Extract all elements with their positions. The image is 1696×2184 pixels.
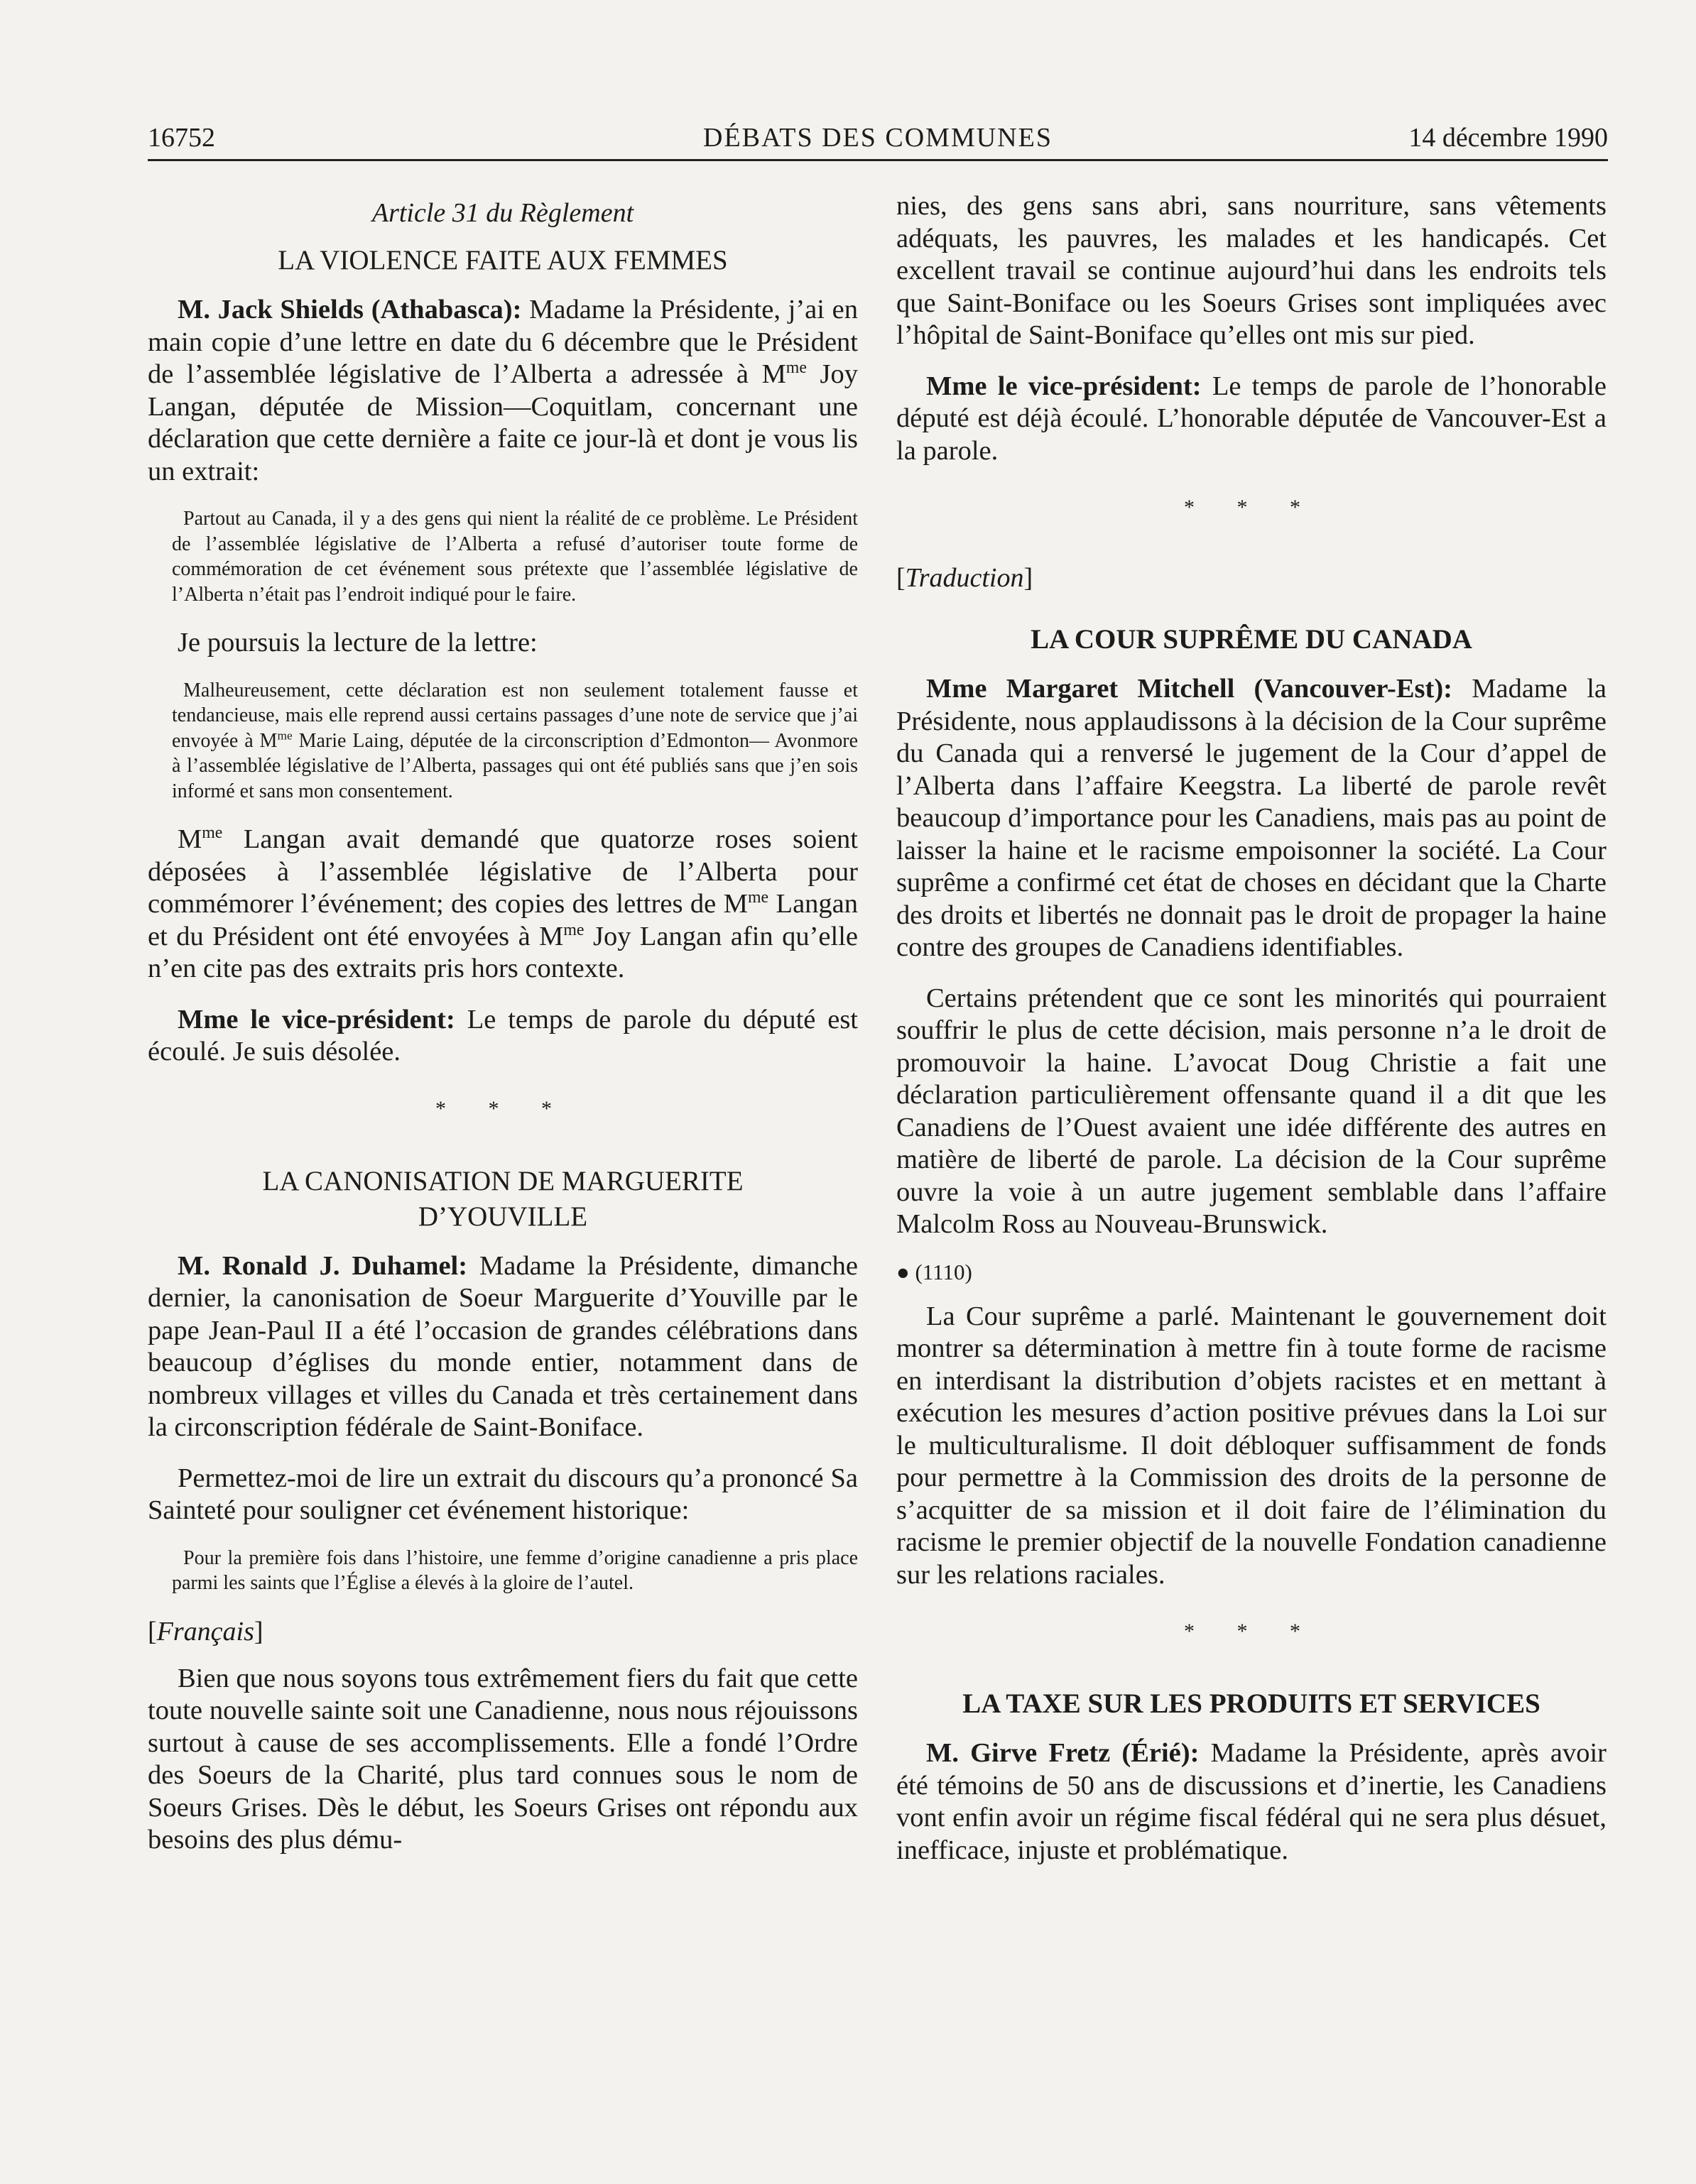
paragraph-continued: nies, des gens sans abri, sans nourriture, sans vêtements adéquats, les pauvres, les malades et les handicapés. Cet excellent travail se continue aujourd’hui dans les endroits tels que Saint-Boniface ou les Soeurs Grises sont impliquées avec l’hôpital de Saint-Boniface qu’elles ont mis sur pied. — [896, 191, 1607, 350]
statement-vice-president: Mme le vice-président: Le temps de parole de l’honorable député est déjà écoulé. L’honorable députée de Vancouver-Est a la parole. — [896, 371, 1607, 466]
heading-violence-femmes: LA VIOLENCE FAITE AUX FEMMES — [278, 245, 728, 275]
language-marker: [Traduction] — [896, 563, 1033, 593]
left-column — [148, 190, 858, 1875]
paragraph: Permettez-moi de lire un extrait du discours qu’a prononcé Sa Sainteté pour souligner cet événement historique: — [148, 1463, 858, 1525]
heading-canonisation: LA CANONISATION DE MARGUERITE D’YOUVILLE — [262, 1165, 744, 1232]
quote-block: Malheureusement, cette déclaration est non seulement totalement fausse et tendancieuse, mais elle reprend aussi certains passages d’une note de service que j’ai envoyée à $M^{me}$ Marie Laing, députée de la circonscription d’Edmonton— Avonmore à l’assemblée législative de l’Alberta, passages qui ont été publiés sans que j’en sois informé et sans mon consentement. — [172, 679, 858, 802]
language-marker: [Français] — [148, 1616, 263, 1647]
paragraph: La Cour suprême a parlé. Maintenant le gouvernement doit montrer sa détermination à mettre fin à toute forme de racisme en interdisant la distribution d’objets racistes et en mettant à exécution les mesures d’action positive prévues dans la Loi sur le multiculturalisme. Il doit débloquer suffisamment de fonds pour permettre à la Commission des droits de la personne de s’acquitter de sa mission et il doit faire de l’élimination du racisme le premier objectif de la nouvelle Fondation canadienne sur les relations raciales. — [896, 1301, 1607, 1590]
quote-block: Pour la première fois dans l’histoire, une femme d’origine canadienne a pris place parmi les saints que l’Église a élevés à la gloire de l’autel. — [172, 1546, 858, 1594]
right-column — [896, 190, 1607, 1885]
paragraph: Bien que nous soyons tous extrêmement fiers du fait que cette toute nouvelle sainte soit une Canadienne, nous nous réjouissons surtout à cause de ses accomplissements. Elle a fondé l’Ordre des Soeurs de la Charité, plus tard connues sous le nom de Soeurs Grises. Dès le début, les Soeurs Grises ont répondu aux besoins des plus dému- — [148, 1663, 858, 1855]
section-separator: * * * — [1184, 1620, 1319, 1643]
publication-title: DÉBATS DES COMMUNES — [703, 123, 1053, 153]
heading-tps: LA TAXE SUR LES PRODUITS ET SERVICES — [962, 1688, 1540, 1719]
speaker-name: Mme Margaret Mitchell (Vancouver-Est): — [926, 674, 1453, 704]
statement-shields: M. Jack Shields (Athabasca): Madame la Présidente, j’ai en main copie d’une lettre en date du 6 décembre que le Président de l’assemblée législative de l’Alberta a adressée à $M^{me}$ Joy Langan, députée de Mission—Coquitlam, concernant une déclaration que cette dernière a faite ce jour-là et dont je vous lis un extrait: — [148, 295, 858, 486]
quote-block: Partout au Canada, il y a des gens qui nient la réalité de ce problème. Le Président de l’assemblée législative de l’Alberta a refusé d’autoriser toute forme de commémoration de cet événement sous prétexte que l’assemblée législative de l’Alberta n’était pas l’endroit indiqué pour le faire. — [172, 508, 858, 606]
page-header — [148, 119, 1608, 161]
statement-fretz: M. Girve Fretz (Érié): Madame la Présidente, après avoir été témoins de 50 ans de discussions et d’inertie, les Canadiens vont enfin avoir un régime fiscal fédéral qui ne sera plus désuet, inefficace, injuste et problématique. — [896, 1738, 1607, 1865]
section-separator: * * * — [435, 1096, 570, 1120]
statement-mitchell: Mme Margaret Mitchell (Vancouver-Est): Madame la Présidente, nous applaudissons à la décision de la Cour suprême du Canada qui a renversé le jugement de la Cour d’appel de l’Alberta dans l’affaire Keegstra. La liberté de parole revêt beaucoup d’importance pour les Canadiens, mais pas au point de laisser la haine et le racisme empoisonner la société. La Cour suprême a confirmé cet état de choses en décidant que la Charte des droits et libertés ne donnait pas le droit de propager la haine contre des groupes de Canadiens identifiables. — [896, 674, 1607, 962]
section-label: Article 31 du Règlement — [371, 198, 634, 228]
heading-cour-supreme: LA COUR SUPRÊME DU CANADA — [1031, 624, 1472, 655]
speaker-name: M. Jack Shields (Athabasca): — [178, 295, 522, 324]
statement-duhamel: M. Ronald J. Duhamel: Madame la Présidente, dimanche dernier, la canonisation de Soeur Marguerite d’Youville par le pape Jean-Paul II a été l’occasion de grandes célébrations dans beaucoup d’églises du monde entier, notamment dans de nombreux villages et villes du Canada et très certainement dans la circonscription fédérale de Saint-Boniface. — [148, 1250, 858, 1442]
speaker-name: M. Girve Fretz (Érié): — [926, 1738, 1200, 1768]
paragraph: $M^{me}$ Langan avait demandé que quatorze roses soient déposées à l’assemblée législative de l’Alberta pour commémorer l’événement; des copies des lettres de $M^{me}$ Langan et du Président ont été envoyées à $M^{me}$ Joy Langan afin qu’elle n’en cite pas des extraits pris hors contexte. — [148, 824, 858, 983]
paragraph: Certains prétendent que ce sont les minorités qui pourraient souffrir le plus de cette décision, mais personne n’a le droit de promouvoir la haine. L’avocat Doug Christie a fait une déclaration particulièrement offensante quand il a dit que les Canadiens de l’Ouest avaient une idée différente des autres en matière de liberté de parole. La décision de la Cour suprême ouvre la voie à un autre jugement semblable dans l’affaire Malcolm Ross au Nouveau-Brunswick. — [896, 983, 1607, 1239]
statement-vice-president: Mme le vice-président: Le temps de parole du député est écoulé. Je suis désolée. — [148, 1004, 859, 1066]
speaker-name: Mme le vice-président: — [178, 1004, 455, 1034]
timecode: ● (1110) — [896, 1259, 972, 1284]
paragraph: Je poursuis la lecture de la lettre: — [178, 628, 538, 657]
session-date: 14 décembre 1990 — [1408, 123, 1608, 153]
speaker-name: Mme le vice-président: — [926, 371, 1202, 401]
speaker-name: M. Ronald J. Duhamel: — [178, 1250, 468, 1281]
section-separator: * * * — [1184, 496, 1319, 519]
page-number: 16752 — [148, 123, 215, 153]
